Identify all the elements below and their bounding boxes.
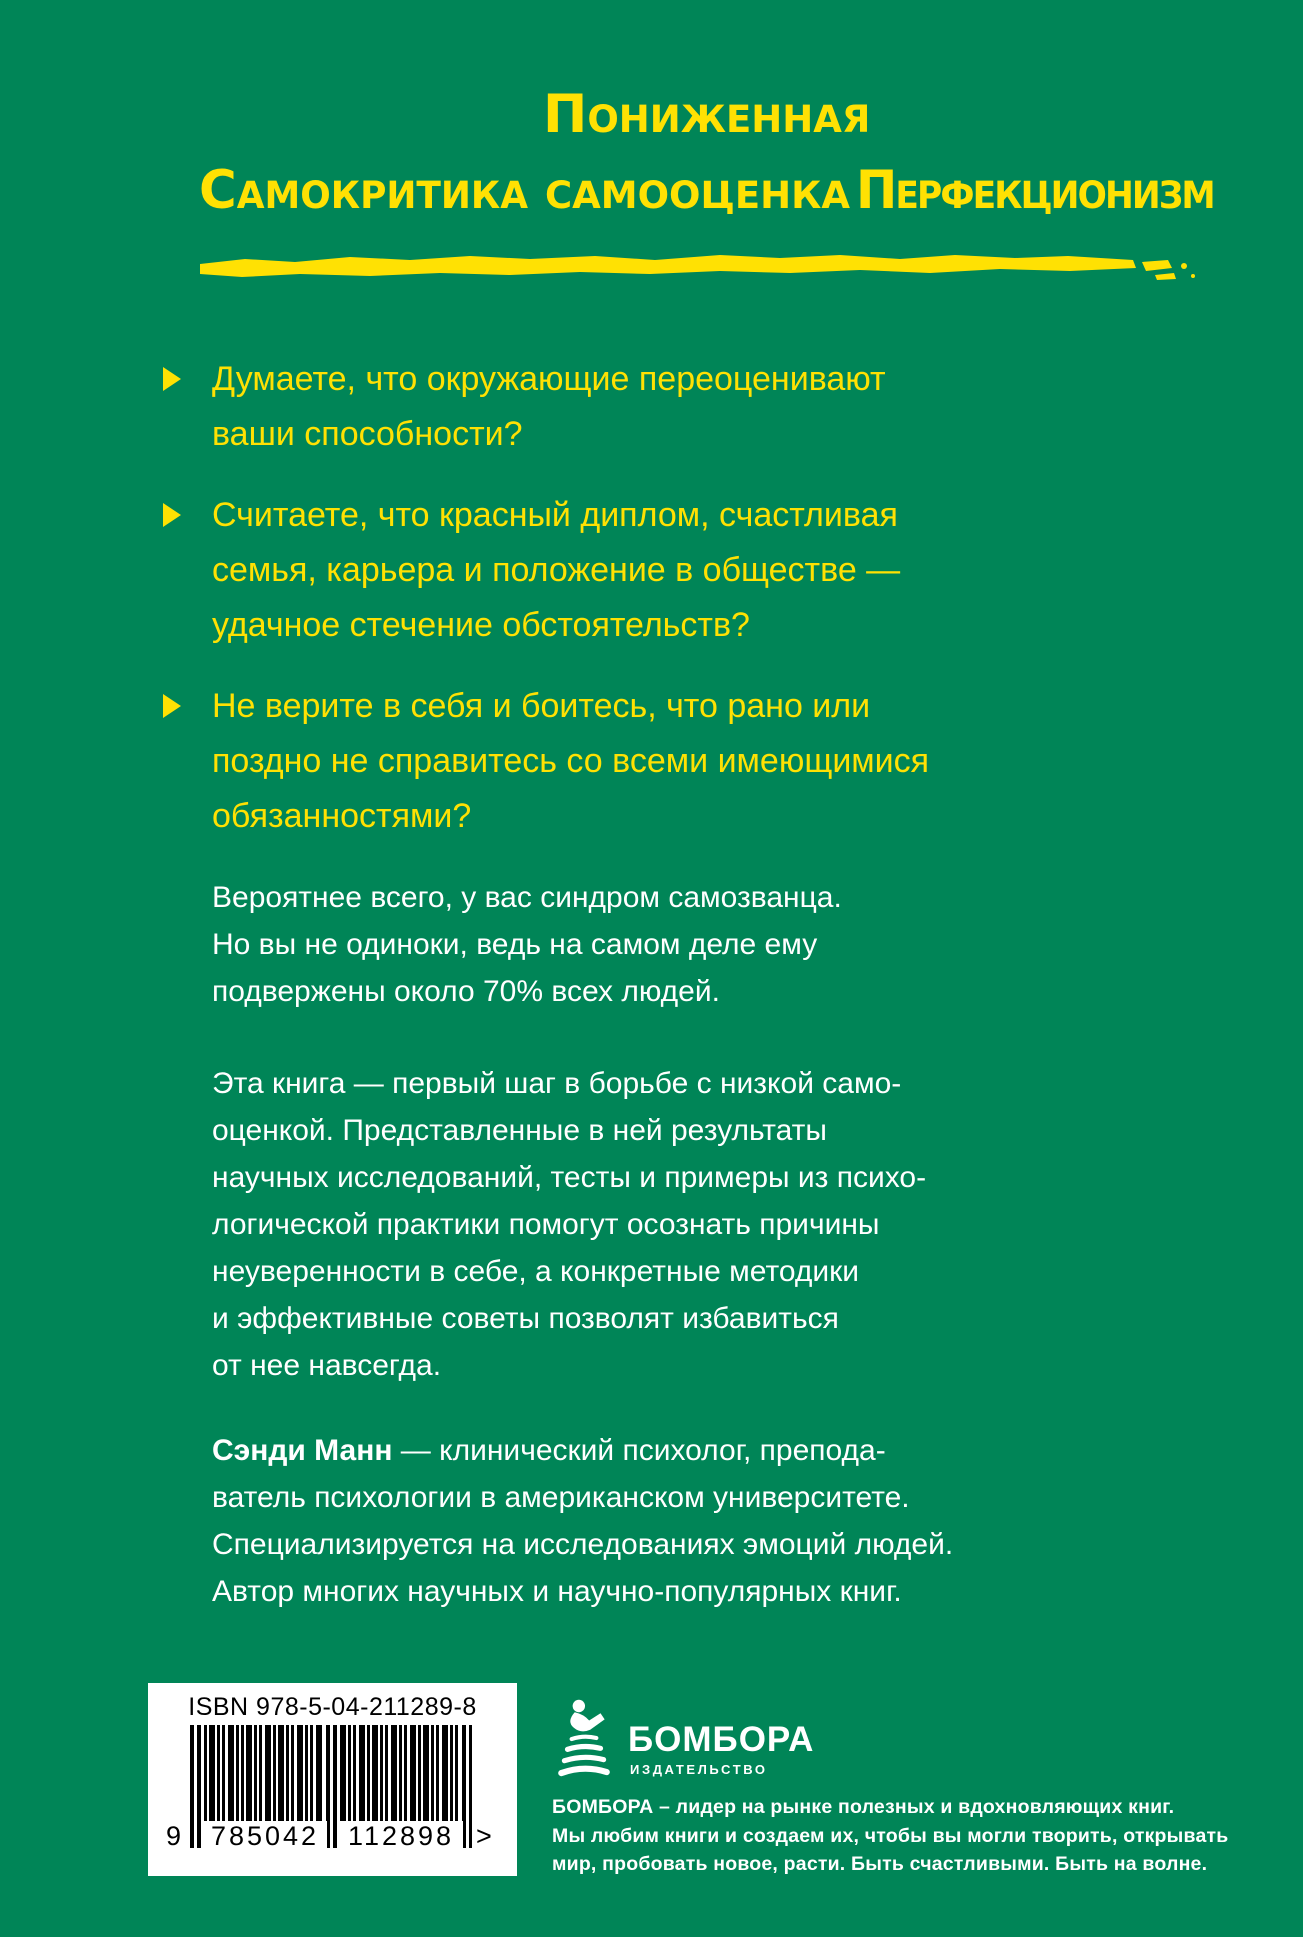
ean13-barcode	[166, 1725, 492, 1851]
publisher-tagline	[552, 1793, 1228, 1879]
publisher-subtitle: ИЗДАТЕЛЬСТВО	[630, 1762, 768, 1777]
paragraph-line: ватель психологии в американском университете.	[212, 1481, 910, 1514]
paragraph-line: логической практики помогут осознать причины	[212, 1208, 880, 1241]
paragraph-line: Но вы не одиноки, ведь на самом деле ему	[212, 928, 818, 961]
paragraph-line: оценкой. Представленные в ней результаты	[212, 1114, 827, 1147]
paragraph-line: Автор многих научных и научно-популярных книг.	[212, 1575, 902, 1608]
paragraph-line: подвержены около 70% всех людей.	[212, 975, 720, 1008]
paragraph-line: Эта книга — первый шаг в борьбе с низкой само-	[212, 1067, 902, 1100]
question-line: поздно не справитесь со всеми имеющимися	[212, 742, 930, 780]
list-item	[163, 679, 929, 844]
paragraph-line: Вероятнее всего, у вас синдром самозванца.	[212, 881, 842, 914]
bullet-triangle-icon	[163, 694, 181, 718]
question-text	[212, 679, 929, 844]
paragraph-book-description	[212, 1060, 926, 1389]
question-line: ваши способности?	[212, 415, 523, 453]
paragraph-imposter-syndrome	[212, 874, 842, 1015]
question-line: Считаете, что красный диплом, счастливая	[212, 496, 898, 534]
paragraph-line: и эффективные советы позволят избавиться	[212, 1302, 839, 1335]
barcode-digit-left: 9	[166, 1821, 182, 1851]
keyword-low-self-esteem-line2: самооценка	[545, 160, 850, 221]
paragraph-line: научных исследований, тесты и примеры из психо-	[212, 1161, 927, 1194]
list-item	[163, 488, 929, 653]
paragraph-line: неуверенности в себе, а конкретные методики	[212, 1255, 860, 1288]
publisher-logo	[552, 1696, 872, 1788]
paragraph-line: Специализируется на исследованиях эмоций людей.	[212, 1528, 954, 1561]
publisher-name: БОМБОРА	[628, 1720, 815, 1759]
isbn-label: ISBN 978-5-04-211289-8	[188, 1693, 477, 1721]
bullet-triangle-icon	[163, 503, 181, 527]
question-line: семья, карьера и положение в обществе —	[212, 551, 901, 589]
question-line: обязанностями?	[212, 797, 472, 835]
question-line: Думаете, что окружающие переоценивают	[212, 360, 886, 398]
barcode-digit-group2: 112898	[339, 1821, 463, 1851]
author-name: Сэнди Манн	[212, 1434, 393, 1467]
author-line-rest: — клинический психолог, препода-	[392, 1434, 886, 1467]
question-line: удачное стечение обстоятельств?	[212, 606, 750, 644]
barcode-end-mark: >	[476, 1821, 492, 1851]
paragraph-line	[212, 1427, 953, 1474]
list-item	[163, 352, 929, 462]
brush-stroke-divider-icon	[200, 250, 1200, 290]
bullet-triangle-icon	[163, 367, 181, 391]
keyword-self-criticism: Самокритика	[199, 160, 529, 221]
tagline-line: мир, пробовать новое, расти. Быть счастливыми. Быть на волне.	[552, 1853, 1208, 1875]
paragraph-author-bio	[212, 1427, 953, 1615]
keyword-perfectionism: Перфекционизм	[856, 160, 1214, 221]
question-text	[212, 352, 886, 462]
paragraph-line: от нее навсегда.	[212, 1349, 442, 1382]
barcode-digit-group1: 785042	[203, 1821, 327, 1851]
tagline-line: Мы любим книги и создаем их, чтобы вы могли творить, открывать	[552, 1824, 1229, 1847]
question-list	[163, 352, 929, 870]
bombora-logo-icon	[552, 1696, 616, 1780]
keyword-low-self-esteem-line1: Пониженная	[543, 84, 871, 145]
isbn-barcode-block	[148, 1683, 517, 1876]
tagline-line: БОМБОРА – лидер на рынке полезных и вдохновляющих книг.	[552, 1796, 1175, 1818]
question-line: Не верите в себя и боитесь, что рано или	[212, 687, 871, 725]
question-text	[212, 488, 900, 653]
